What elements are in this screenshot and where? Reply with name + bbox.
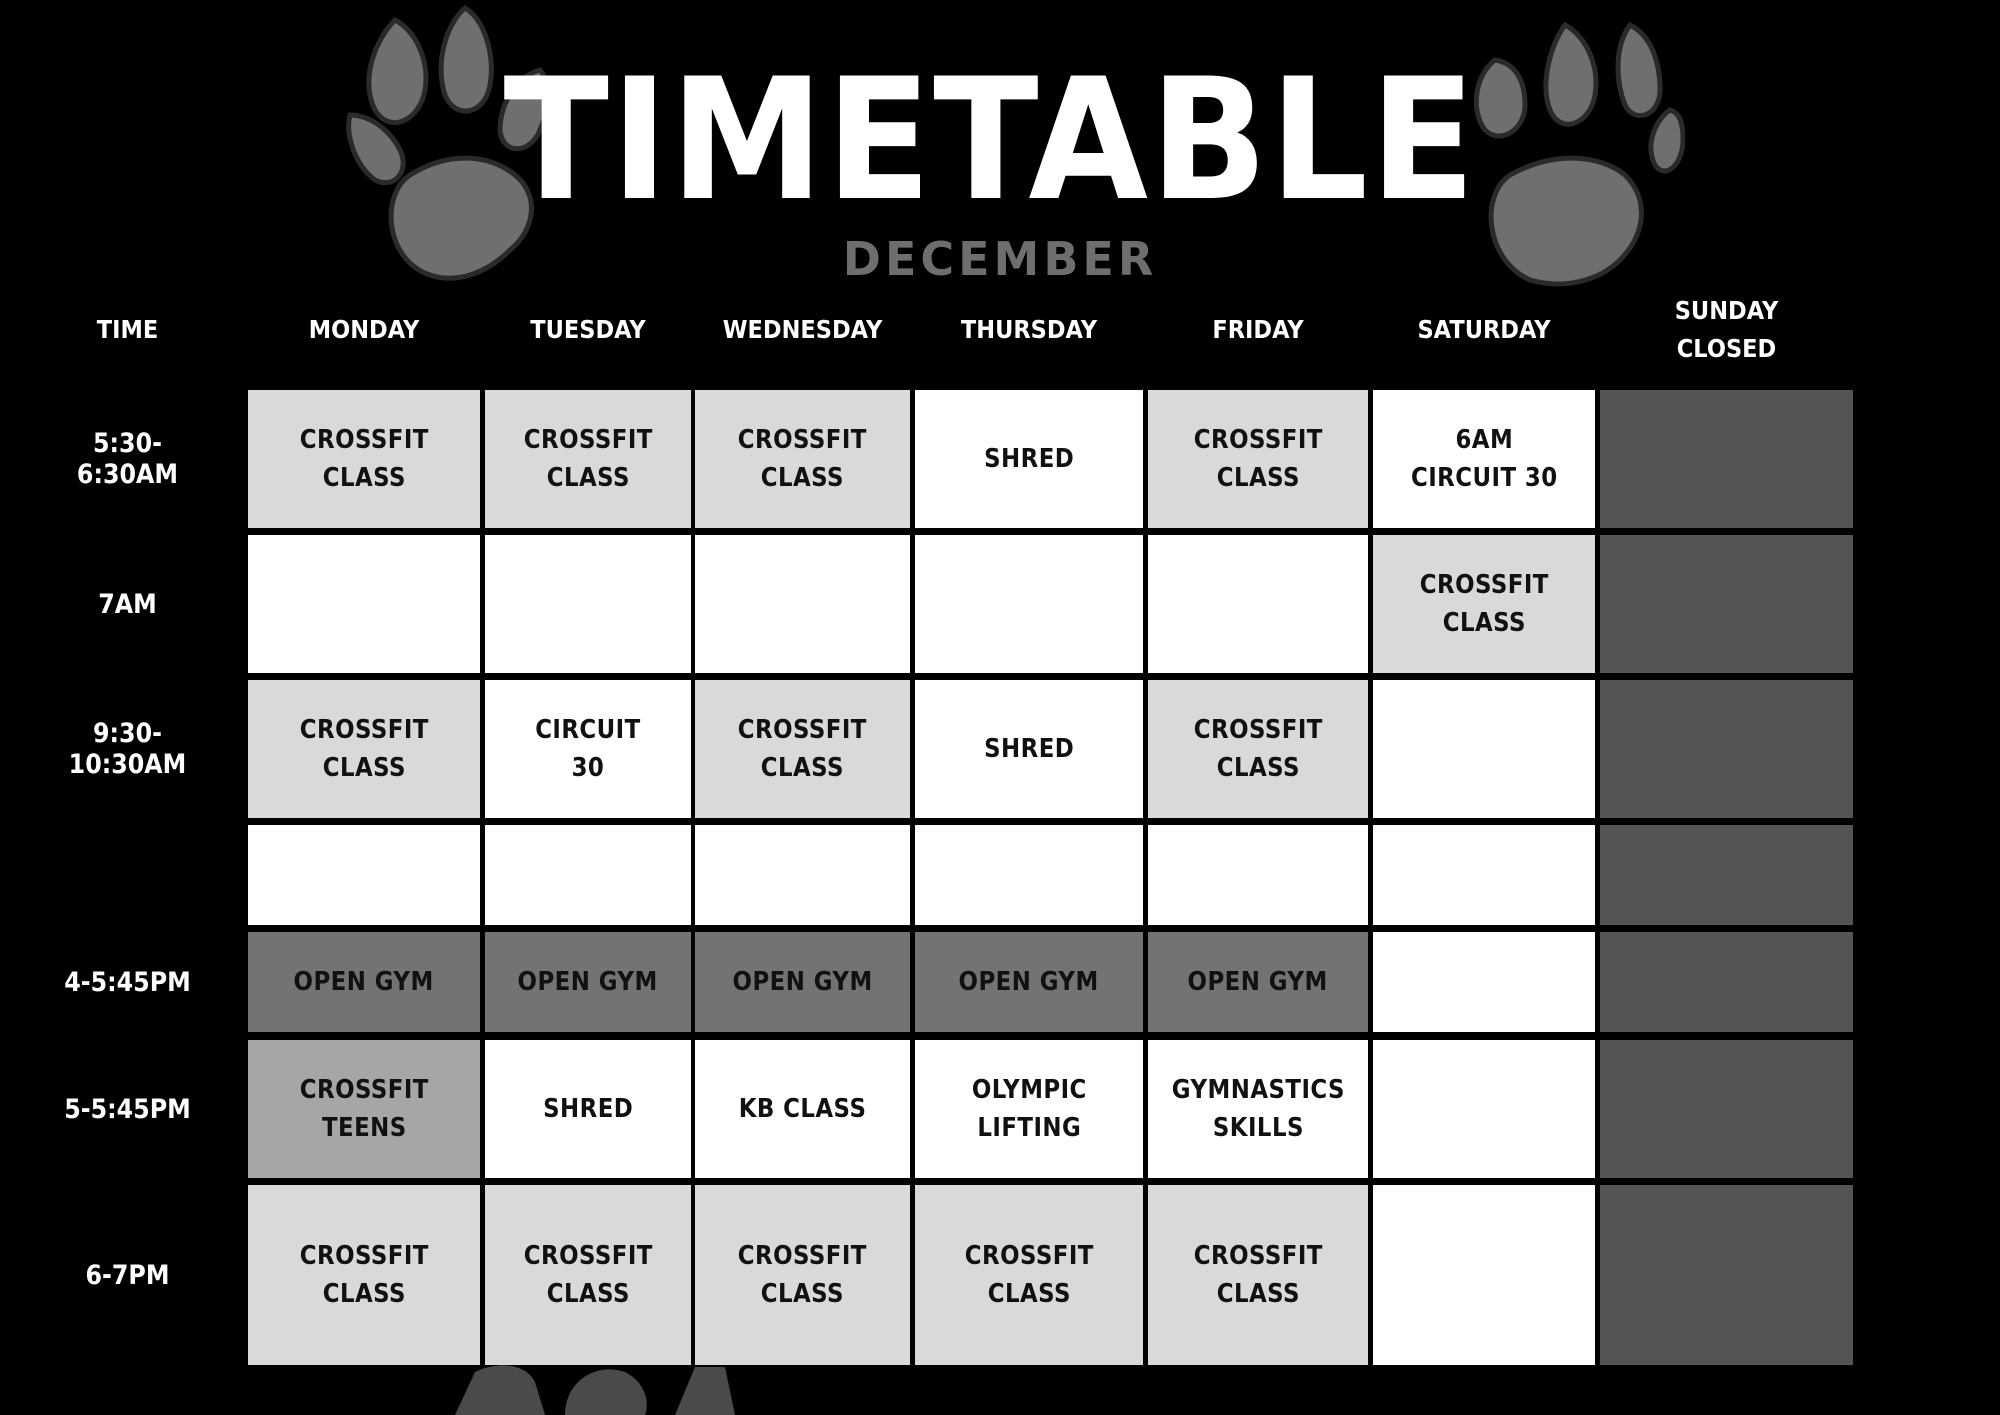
class-name: CROSSFIT CLASS (523, 1241, 653, 1309)
time-label: 7AM (98, 588, 157, 620)
timetable-cell (1373, 1185, 1595, 1365)
class-name: OLYMPIC LIFTING (971, 1075, 1087, 1143)
timetable-cell (915, 1185, 1143, 1365)
timetable-cell (915, 535, 1143, 673)
column-header-day: THURSDAY (960, 315, 1098, 344)
class-name: CROSSFIT CLASS (1193, 715, 1323, 783)
timetable-cell (1600, 1040, 1853, 1178)
class-name: 6AM CIRCUIT 30 (1410, 425, 1558, 493)
timetable-cell (485, 390, 691, 528)
class-name: CROSSFIT CLASS (737, 715, 868, 783)
timetable-cell (695, 825, 910, 925)
timetable-cell (248, 1185, 480, 1365)
timetable-cell (695, 932, 910, 1032)
class-name: SHRED (542, 1094, 634, 1124)
class-name: CROSSFIT TEENS (299, 1075, 429, 1143)
class-name: OPEN GYM (517, 967, 659, 997)
time-label: 5:30-6:30AM (76, 428, 179, 490)
timetable-cell (915, 932, 1143, 1032)
timetable-cell (248, 535, 480, 673)
timetable-cell (1600, 390, 1853, 528)
time-label: 9:30-10:30AM (68, 718, 187, 780)
timetable-cell (1148, 535, 1368, 673)
timetable-cell (695, 535, 910, 673)
timetable-cell (1600, 680, 1853, 818)
timetable-cell (485, 680, 691, 818)
class-name: SHRED (983, 734, 1075, 764)
timetable-cell (915, 680, 1143, 818)
timetable-cell (248, 1040, 480, 1178)
column-header-day: SATURDAY (1417, 315, 1551, 344)
timetable-cell (1373, 535, 1595, 673)
class-name: CROSSFIT CLASS (299, 425, 429, 493)
page-title: TIMETABLE (503, 42, 1478, 238)
time-label: 4-5:45PM (64, 966, 191, 998)
class-name: CROSSFIT CLASS (1193, 425, 1323, 493)
timetable-cell (1600, 932, 1853, 1032)
timetable-cell (695, 390, 910, 528)
time-label (51, 825, 205, 925)
column-header-day: SUNDAY CLOSED (1674, 296, 1779, 363)
column-header-day: MONDAY (308, 315, 420, 344)
class-name: CROSSFIT CLASS (1419, 570, 1549, 638)
class-name: GYMNASTICS SKILLS (1171, 1075, 1345, 1143)
timetable-cell (1373, 390, 1595, 528)
timetable-cell (485, 932, 691, 1032)
class-name: OPEN GYM (732, 967, 873, 997)
timetable-cell (1148, 1040, 1368, 1178)
timetable-cell (485, 825, 691, 925)
timetable-cell (1148, 680, 1368, 818)
timetable-cell (695, 1040, 910, 1178)
timetable-cell (1373, 932, 1595, 1032)
timetable-cell (915, 1040, 1143, 1178)
timetable-cell (485, 1040, 691, 1178)
class-name: KB CLASS (738, 1094, 867, 1124)
class-name: OPEN GYM (1187, 967, 1329, 997)
month-subtitle: DECEMBER (842, 232, 1158, 286)
class-name: CROSSFIT CLASS (299, 715, 429, 783)
time-label: 5-5:45PM (64, 1093, 191, 1125)
timetable-cell (1148, 932, 1368, 1032)
timetable-cell (248, 680, 480, 818)
timetable-cell (1148, 390, 1368, 528)
time-label: 6-7PM (85, 1259, 170, 1291)
class-name: CROSSFIT CLASS (737, 1241, 868, 1309)
timetable-cell (248, 390, 480, 528)
timetable-cell (915, 390, 1143, 528)
class-name: CROSSFIT CLASS (737, 425, 868, 493)
timetable-cell (1148, 1185, 1368, 1365)
timetable-cell (248, 825, 480, 925)
class-name: SHRED (983, 444, 1075, 474)
timetable-cell (695, 680, 910, 818)
column-header-time: TIME (96, 315, 159, 344)
timetable-cell (485, 535, 691, 673)
class-name: OPEN GYM (958, 967, 1100, 997)
timetable-cell (1600, 535, 1853, 673)
timetable-cell (1373, 825, 1595, 925)
timetable-cell (248, 932, 480, 1032)
class-name: CROSSFIT CLASS (964, 1241, 1094, 1309)
column-header-day: FRIDAY (1212, 315, 1304, 344)
class-name: CROSSFIT CLASS (299, 1241, 429, 1309)
class-name: CIRCUIT 30 (535, 715, 641, 783)
column-header-day: WEDNESDAY (722, 315, 883, 344)
class-name: OPEN GYM (293, 967, 435, 997)
timetable-cell (1600, 825, 1853, 925)
timetable-cell (485, 1185, 691, 1365)
timetable-cell (695, 1185, 910, 1365)
column-header-day: TUESDAY (530, 315, 646, 344)
class-name: CROSSFIT CLASS (523, 425, 653, 493)
timetable-cell (1373, 1040, 1595, 1178)
class-name: CROSSFIT CLASS (1193, 1241, 1323, 1309)
decorative-shape (455, 1362, 805, 1415)
timetable-cell (1600, 1185, 1853, 1365)
timetable-cell (1148, 825, 1368, 925)
timetable-cell (915, 825, 1143, 925)
timetable-cell (1373, 680, 1595, 818)
